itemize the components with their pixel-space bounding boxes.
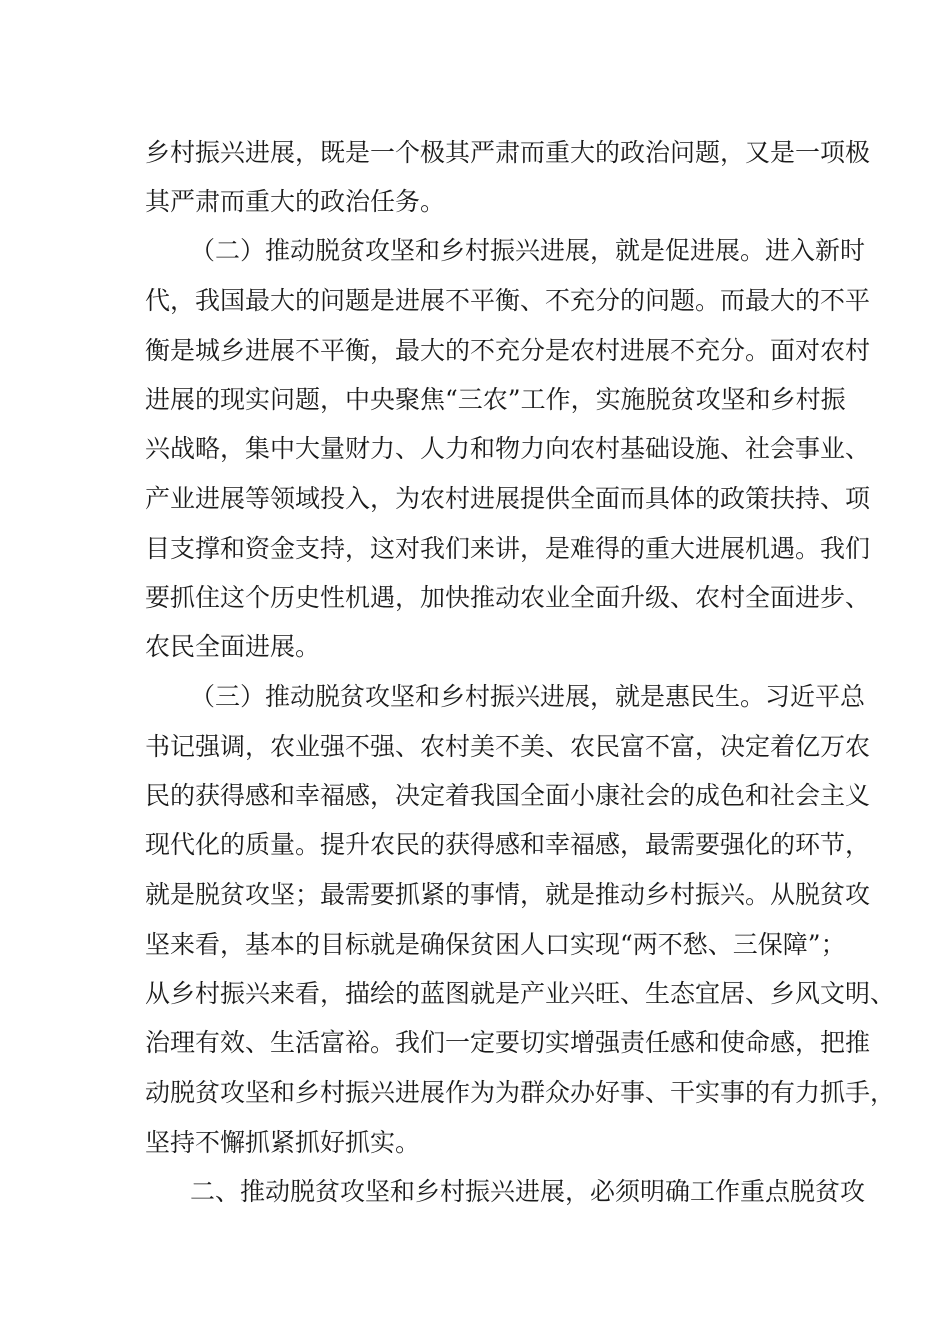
text-line: 代，我国最大的问题是进展不平衡、不充分的问题。而最大的不平: [145, 286, 871, 315]
paragraph-heading-3: （三）推动脱贫攻坚和乡村振兴进展，就是惠民生。习近平总: [190, 682, 866, 711]
text-line: 兴战略，集中大量财力、人力和物力向农村基础设施、社会事业、: [145, 434, 871, 463]
text-line: 其严肃而重大的政治任务。: [145, 187, 446, 216]
text-line: 民的获得感和幸福感，决定着我国全面小康社会的成色和社会主义: [145, 781, 871, 810]
text-line: 就是脱贫攻坚；最需要抓紧的事情，就是推动乡村振兴。从脱贫攻: [145, 880, 871, 909]
section-heading-2: 二、推动脱贫攻坚和乡村振兴进展，必须明确工作重点脱贫攻: [190, 1177, 866, 1206]
text-line: 现代化的质量。提升农民的获得感和幸福感，最需要强化的环节，: [145, 830, 871, 859]
text-line: 要抓住这个历史性机遇，加快推动农业全面升级、农村全面进步、: [145, 583, 871, 612]
text-line: 书记强调，农业强不强、农村美不美、农民富不富，决定着亿万农: [145, 732, 871, 761]
text-line: 进展的现实问题，中央聚焦“三农”工作，实施脱贫攻坚和乡村振: [145, 385, 846, 414]
text-line: 坚持不懈抓紧抓好抓实。: [145, 1128, 421, 1157]
text-line: 农民全面进展。: [145, 632, 321, 661]
text-line: 产业进展等领域投入，为农村进展提供全面而具体的政策扶持、项: [145, 484, 871, 513]
text-line: 乡村振兴进展，既是一个极其严肃而重大的政治问题，又是一项极: [145, 138, 871, 167]
text-line: 坚来看，基本的目标就是确保贫困人口实现“两不愁、三保障”；: [145, 930, 846, 959]
text-line: 治理有效、生活富裕。我们一定要切实增强责任感和使命感，把推: [145, 1028, 871, 1057]
paragraph-heading-2: （二）推动脱贫攻坚和乡村振兴进展，就是促进展。进入新时: [190, 236, 866, 265]
text-line: 动脱贫攻坚和乡村振兴进展作为为群众办好事、干实事的有力抓手，: [145, 1078, 896, 1107]
text-line: 从乡村振兴来看，描绘的蓝图就是产业兴旺、生态宜居、乡风文明、: [145, 979, 896, 1008]
text-line: 目支撑和资金支持，这对我们来讲，是难得的重大进展机遇。我们: [145, 534, 871, 563]
text-line: 衡是城乡进展不平衡，最大的不充分是农村进展不充分。面对农村: [145, 336, 871, 365]
